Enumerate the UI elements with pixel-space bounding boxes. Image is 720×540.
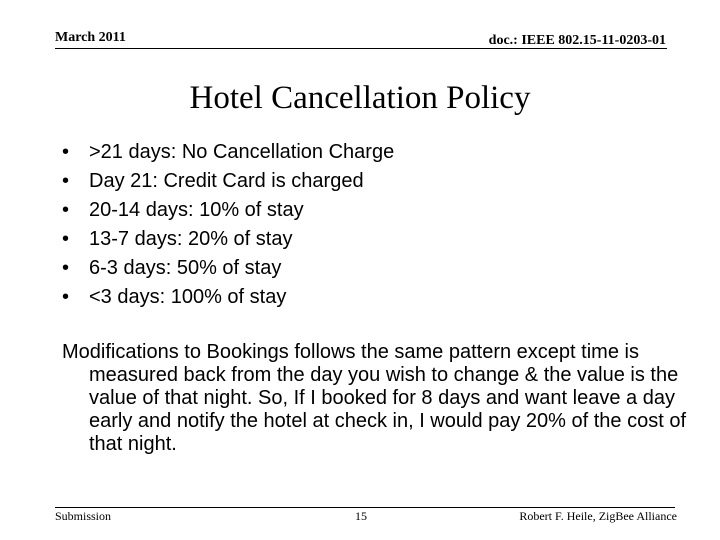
footer-divider: [55, 507, 675, 508]
bullet-dot-icon: •: [62, 141, 70, 163]
footer-page-number: 15: [355, 509, 367, 523]
footer-submission: Submission: [55, 509, 112, 523]
bullet-text: 20-14 days: 10% of stay: [89, 199, 304, 221]
header-doc-id: doc.: IEEE 802.15-11-0203-01: [488, 33, 666, 48]
bullet-dot-icon: •: [62, 170, 70, 192]
header-divider: [55, 48, 667, 49]
bullet-text: >21 days: No Cancellation Charge: [89, 141, 395, 163]
bullet-text: <3 days: 100% of stay: [89, 286, 287, 308]
bullet-text: 13-7 days: 20% of stay: [89, 228, 293, 250]
bullet-dot-icon: •: [62, 228, 70, 250]
bullet-dot-icon: •: [62, 286, 70, 308]
slide-title: Hotel Cancellation Policy: [189, 80, 531, 116]
footer-author: Robert F. Heile, ZigBee Alliance: [519, 509, 677, 523]
modification-paragraph: Modifications to Bookings follows the same pattern except time is measured back from the day you wish to change & the value is the value of that night. So, If I booked for 8 days and want leave a day early and notify the hotel at check in, I would pay 20% of the cost of that night.: [62, 341, 687, 455]
bullet-text: 6-3 days: 50% of stay: [89, 257, 282, 279]
bullet-dot-icon: •: [62, 199, 70, 221]
bullet-text: Day 21: Credit Card is charged: [89, 170, 364, 192]
header-date: March 2011: [55, 30, 126, 45]
bullet-dot-icon: •: [62, 257, 70, 279]
